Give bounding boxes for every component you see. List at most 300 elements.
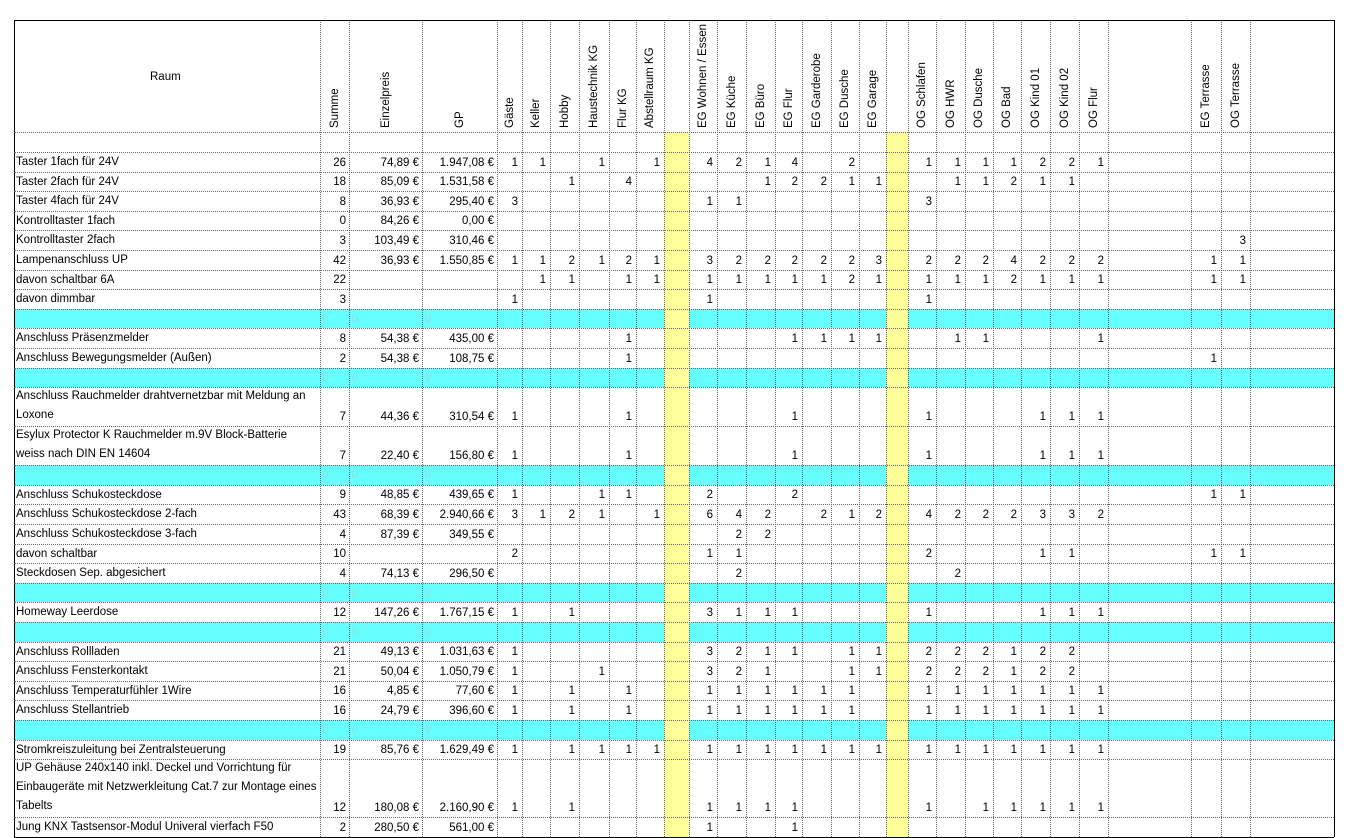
row-gp: 1.531,58 € — [439, 176, 494, 189]
row-cell-eg-büro: 1 — [764, 685, 771, 698]
grid-vline — [1334, 20, 1335, 837]
row-cell-keller: 1 — [539, 156, 546, 169]
row-summe: 3 — [339, 293, 346, 306]
row-cell-og-bad: 1 — [1010, 685, 1017, 698]
row-cell-eg-garage: 1 — [875, 646, 882, 659]
row-label: davon dimmbar — [16, 293, 96, 306]
row-cell-og-schlafen: 2 — [925, 646, 932, 659]
row-gp: 156,80 € — [449, 450, 494, 463]
row-ep: 103,49 € — [374, 235, 419, 247]
row-label: Kontrolltaster 2fach — [16, 234, 116, 247]
row-cell-eg-dusche: 1 — [848, 176, 855, 189]
row-cell-og-kind-02: 2 — [1068, 254, 1075, 267]
row-cell-og-bad: 1 — [1010, 802, 1017, 815]
row-cell-gäste: 1 — [511, 293, 518, 306]
row-cell-eg-büro: 1 — [764, 176, 771, 189]
row-cell-eg-garderobe: 2 — [820, 176, 827, 189]
row-cell-eg-küche: 1 — [735, 685, 742, 698]
grid-hline-top — [14, 20, 1334, 21]
row-ep: 74,13 € — [380, 567, 419, 580]
row-cell-og-hwr: 1 — [954, 744, 961, 757]
row-cell-og-dusche: 1 — [982, 333, 989, 345]
row-cell-og-kind-02: 1 — [1068, 607, 1075, 619]
row-cell-og-hwr: 2 — [954, 567, 961, 580]
separator-zero: 0 — [425, 586, 432, 599]
row-cell-eg-büro: 1 — [764, 744, 771, 757]
row-cell-og-dusche: 2 — [982, 254, 989, 267]
row-ep: 36,93 € — [380, 195, 419, 208]
row-label: Anschluss Bewegungsmelder (Außen) — [16, 352, 212, 364]
row-label: Anschluss Temperaturfühler 1Wire — [16, 684, 192, 697]
row-label: Anschluss Schukosteckdose — [16, 488, 162, 501]
row-cell-keller: 1 — [539, 274, 546, 287]
row-cell-eg-küche: 4 — [735, 509, 742, 521]
row-cell-keller: 1 — [539, 509, 546, 521]
row-cell-eg-flur: 1 — [791, 333, 798, 345]
row-cell-eg-büro: 2 — [764, 509, 771, 521]
row-summe: 7 — [339, 450, 346, 463]
row-cell-eg-flur: 1 — [791, 802, 798, 815]
row-cell-eg-garderobe: 2 — [820, 509, 827, 521]
row-cell-og-kind-02: 2 — [1068, 665, 1075, 678]
row-cell-gäste: 3 — [511, 195, 518, 208]
row-cell-og-bad: 1 — [1010, 665, 1017, 678]
separator-zero: 0 — [425, 626, 432, 638]
row-cell-og-kind-01: 1 — [1039, 411, 1046, 424]
separator-row — [689, 465, 886, 485]
row-cell-og-kind-01: 1 — [1039, 685, 1046, 698]
row-cell-og-kind-01: 3 — [1039, 509, 1046, 521]
row-cell-og-kind-01: 2 — [1039, 646, 1046, 659]
row-summe: 42 — [333, 254, 346, 267]
grid-vline — [664, 20, 665, 837]
header-col-eg-flur: EG Flur — [782, 88, 795, 128]
row-cell-eg-wohnen-essen: 1 — [706, 821, 713, 834]
row-cell-hobby: 2 — [568, 254, 575, 267]
row-cell-haustechnik-kg: 1 — [598, 509, 605, 521]
row-cell-eg-garage: 1 — [875, 274, 882, 287]
row-summe: 2 — [339, 352, 346, 365]
row-cell-og-flur: 1 — [1097, 607, 1104, 619]
row-cell-og-kind-02: 1 — [1068, 685, 1075, 698]
row-cell-eg-büro: 1 — [764, 705, 771, 717]
row-cell-og-schlafen: 1 — [925, 705, 932, 717]
row-cell-gäste: 1 — [511, 685, 518, 698]
separator-row — [908, 583, 1334, 603]
row-cell-og-flur: 1 — [1097, 802, 1104, 815]
row-gp: 561,00 € — [449, 821, 494, 834]
separator-row — [908, 368, 1334, 388]
row-cell-haustechnik-kg: 1 — [598, 744, 605, 757]
header-col-og-bad: OG Bad — [1001, 86, 1013, 128]
row-cell-eg-dusche: 1 — [848, 509, 855, 521]
row-summe: 7 — [339, 411, 346, 424]
row-cell-gäste: 1 — [511, 607, 518, 619]
header-col-gäste: Gäste — [503, 97, 516, 128]
row-cell-eg-dusche: 1 — [848, 705, 855, 717]
row-cell-eg-garderobe: 1 — [820, 685, 827, 698]
row-summe: 21 — [333, 646, 346, 659]
row-cell-eg-dusche: 1 — [848, 685, 855, 698]
row-label: davon schaltbar — [16, 547, 98, 560]
row-cell-abstellraum-kg: 1 — [653, 254, 660, 267]
row-summe: 12 — [333, 607, 346, 619]
row-summe: 18 — [333, 176, 346, 189]
row-cell-eg-wohnen-essen: 3 — [706, 665, 713, 678]
separator-row — [14, 583, 664, 603]
row-cell-eg-büro: 1 — [764, 607, 771, 619]
row-cell-og-dusche: 2 — [982, 646, 989, 659]
separator-zero: 0 — [322, 724, 329, 736]
row-cell-eg-flur: 2 — [791, 176, 798, 189]
header-col-summe: Summe — [328, 88, 341, 128]
row-cell-og-hwr: 2 — [954, 509, 961, 521]
row-cell-eg-küche: 1 — [735, 802, 742, 815]
row-cell-eg-wohnen-essen: 4 — [706, 156, 713, 169]
header-col-haustechnik-kg: Haustechnik KG — [588, 44, 600, 128]
row-cell-og-kind-01: 2 — [1039, 254, 1046, 267]
header-col-og-terrasse: OG Terrasse — [1229, 63, 1242, 128]
row-cell-eg-garderobe: 2 — [820, 254, 827, 267]
row-cell-eg-garage: 3 — [875, 254, 882, 267]
row-cell-eg-küche: 2 — [735, 156, 742, 169]
row-label: Anschluss Fensterkontakt — [16, 665, 148, 678]
separator-row — [908, 309, 1334, 329]
row-summe: 12 — [333, 802, 346, 815]
row-cell-gäste: 1 — [511, 411, 518, 424]
row-cell-eg-büro: 1 — [764, 646, 771, 659]
row-cell-eg-terrasse: 1 — [1210, 548, 1217, 561]
separator-zero: 0 — [425, 469, 432, 482]
row-cell-og-kind-02: 1 — [1068, 450, 1075, 463]
row-cell-eg-wohnen-essen: 2 — [706, 489, 713, 502]
row-cell-eg-garage: 2 — [875, 509, 882, 521]
row-cell-eg-flur: 1 — [791, 274, 798, 287]
row-cell-eg-garage: 1 — [875, 176, 882, 189]
separator-row — [14, 720, 664, 740]
row-ep: 44,36 € — [380, 411, 419, 424]
row-cell-og-schlafen: 1 — [925, 293, 932, 306]
row-label: Anschluss Rollladen — [16, 645, 120, 658]
row-cell-flur-kg: 1 — [625, 685, 632, 698]
row-cell-og-terrasse: 3 — [1239, 235, 1246, 247]
row-cell-og-schlafen: 1 — [925, 411, 932, 424]
row-ep: 48,85 € — [380, 489, 419, 502]
row-cell-eg-küche: 1 — [735, 195, 742, 208]
row-summe: 43 — [333, 509, 346, 521]
row-ep: 280,50 € — [374, 821, 419, 834]
row-cell-haustechnik-kg: 1 — [598, 665, 605, 678]
grid-vline — [1250, 20, 1251, 837]
row-summe: 19 — [333, 744, 346, 757]
separator-zero: 0 — [352, 312, 359, 325]
row-gp: 439,65 € — [449, 489, 494, 502]
row-cell-og-hwr: 1 — [954, 705, 961, 717]
row-cell-hobby: 1 — [568, 176, 575, 189]
row-summe: 9 — [339, 489, 346, 502]
grid-hline — [14, 465, 1334, 466]
row-cell-og-kind-01: 1 — [1039, 744, 1046, 757]
row-cell-hobby: 1 — [568, 744, 575, 757]
row-label: Jung KNX Tastsensor-Modul Univeral vierfach F50 — [16, 821, 274, 834]
row-cell-gäste: 1 — [511, 646, 518, 659]
grid-vline — [1191, 20, 1192, 837]
grid-vline — [579, 20, 580, 837]
header-raum: Raum — [150, 71, 181, 83]
row-cell-og-hwr: 2 — [954, 646, 961, 659]
row-cell-abstellraum-kg: 1 — [653, 744, 660, 757]
row-cell-eg-dusche: 2 — [848, 274, 855, 287]
row-cell-og-kind-02: 1 — [1068, 274, 1075, 287]
header-col-og-hwr: OG HWR — [944, 79, 957, 128]
row-cell-og-kind-02: 1 — [1068, 744, 1075, 757]
row-summe: 2 — [339, 821, 346, 834]
row-cell-gäste: 1 — [511, 254, 518, 267]
separator-row — [908, 720, 1334, 740]
grid-vline — [859, 20, 860, 837]
row-cell-eg-garage: 1 — [875, 744, 882, 757]
row-label: Taster 2fach für 24V — [16, 175, 119, 188]
row-ep: 85,76 € — [380, 744, 419, 757]
row-cell-og-kind-02: 1 — [1068, 802, 1075, 815]
row-cell-eg-garderobe: 1 — [820, 744, 827, 757]
row-cell-og-hwr: 1 — [954, 176, 961, 189]
row-cell-abstellraum-kg: 1 — [653, 274, 660, 287]
row-summe: 4 — [339, 528, 346, 541]
row-cell-og-dusche: 1 — [982, 156, 989, 169]
row-cell-hobby: 1 — [568, 274, 575, 287]
row-cell-haustechnik-kg: 1 — [598, 254, 605, 267]
row-cell-eg-wohnen-essen: 1 — [706, 293, 713, 306]
row-cell-og-dusche: 2 — [982, 509, 989, 521]
header-col-eg-garage: EG Garage — [866, 69, 879, 128]
row-label: Anschluss Stellantrieb — [16, 704, 130, 717]
row-cell-eg-garderobe: 1 — [820, 705, 827, 717]
row-ep: 54,38 € — [380, 352, 419, 365]
row-cell-flur-kg: 1 — [625, 489, 632, 502]
row-cell-og-bad: 1 — [1010, 705, 1017, 717]
row-cell-eg-garage: 1 — [875, 333, 882, 345]
row-cell-eg-terrasse: 1 — [1210, 274, 1217, 287]
row-cell-og-kind-01: 1 — [1039, 705, 1046, 717]
header-col-hobby: Hobby — [558, 94, 571, 128]
row-cell-eg-büro: 1 — [764, 274, 771, 287]
row-summe: 8 — [339, 333, 346, 345]
row-gp: 296,50 € — [449, 567, 494, 580]
row-cell-eg-küche: 1 — [735, 744, 742, 757]
separator-row — [689, 622, 886, 642]
row-cell-og-kind-01: 1 — [1039, 607, 1046, 619]
row-cell-eg-wohnen-essen: 1 — [706, 274, 713, 287]
separator-row — [689, 583, 886, 603]
row-cell-og-schlafen: 1 — [925, 607, 932, 619]
row-cell-eg-wohnen-essen: 3 — [706, 646, 713, 659]
row-summe: 16 — [333, 705, 346, 717]
row-cell-og-flur: 1 — [1097, 156, 1104, 169]
row-label: Taster 1fach für 24V — [16, 156, 119, 168]
row-gp: 396,60 € — [449, 705, 494, 717]
row-cell-og-kind-02: 1 — [1068, 705, 1075, 717]
separator-zero: 0 — [352, 724, 359, 736]
row-label: Anschluss Schukosteckdose 3-fach — [16, 528, 197, 540]
row-cell-eg-küche: 2 — [735, 567, 742, 580]
grid-vline — [1108, 20, 1109, 837]
row-cell-og-kind-02: 1 — [1068, 176, 1075, 189]
separator-row — [14, 465, 664, 485]
row-summe: 4 — [339, 567, 346, 580]
row-cell-eg-wohnen-essen: 1 — [706, 685, 713, 698]
row-cell-hobby: 2 — [568, 509, 575, 521]
row-cell-eg-dusche: 1 — [848, 665, 855, 678]
separator-zero: 0 — [322, 586, 329, 599]
row-cell-hobby: 1 — [568, 802, 575, 815]
row-cell-og-schlafen: 1 — [925, 685, 932, 698]
row-cell-gäste: 1 — [511, 156, 518, 169]
row-summe: 3 — [339, 235, 346, 247]
row-label: Anschluss Präsenzmelder — [16, 332, 149, 345]
row-gp: 77,60 € — [455, 685, 494, 698]
row-cell-og-kind-02: 3 — [1068, 509, 1075, 521]
row-cell-eg-dusche: 2 — [848, 156, 855, 169]
row-cell-gäste: 1 — [511, 489, 518, 502]
row-gp: 1.031,63 € — [439, 646, 494, 659]
row-summe: 10 — [333, 548, 346, 561]
header-col-gp: GP — [453, 111, 466, 128]
row-cell-og-hwr: 2 — [954, 254, 961, 267]
row-ep: 68,39 € — [380, 509, 419, 521]
row-cell-hobby: 1 — [568, 705, 575, 717]
row-cell-og-hwr: 1 — [954, 333, 961, 345]
row-cell-eg-küche: 1 — [735, 274, 742, 287]
row-cell-og-terrasse: 1 — [1239, 548, 1246, 561]
row-cell-eg-flur: 2 — [791, 489, 798, 502]
row-cell-og-schlafen: 2 — [925, 254, 932, 267]
row-cell-flur-kg: 1 — [625, 411, 632, 424]
row-cell-og-schlafen: 1 — [925, 450, 932, 463]
row-gp: 1.629,49 € — [439, 744, 494, 757]
row-cell-eg-büro: 1 — [764, 665, 771, 678]
row-cell-hobby: 1 — [568, 685, 575, 698]
separator-zero: 0 — [425, 312, 432, 325]
row-ep: 22,40 € — [380, 450, 419, 463]
row-cell-flur-kg: 1 — [625, 352, 632, 365]
row-cell-og-schlafen: 2 — [925, 548, 932, 561]
row-cell-eg-wohnen-essen: 1 — [706, 744, 713, 757]
row-label: Anschluss Rauchmelder drahtvernetzbar mit Meldung an Loxone — [16, 390, 306, 422]
row-ep: 87,39 € — [380, 528, 419, 541]
row-cell-og-terrasse: 1 — [1239, 254, 1246, 267]
row-cell-eg-büro: 1 — [764, 802, 771, 815]
header-col-einzelpreis: Einzelpreis — [379, 71, 392, 128]
row-cell-eg-dusche: 1 — [848, 744, 855, 757]
row-cell-flur-kg: 1 — [625, 450, 632, 463]
separator-zero: 0 — [322, 312, 329, 325]
row-cell-eg-terrasse: 1 — [1210, 352, 1217, 365]
header-col-og-dusche: OG Dusche — [973, 67, 985, 128]
header-col-og-flur: OG Flur — [1087, 87, 1100, 128]
row-cell-og-flur: 1 — [1097, 333, 1104, 345]
row-label: Anschluss Schukosteckdose 2-fach — [16, 508, 197, 521]
row-summe: 26 — [333, 156, 346, 169]
row-cell-og-dusche: 1 — [982, 685, 989, 698]
row-cell-og-schlafen: 1 — [925, 156, 932, 169]
separator-row — [908, 465, 1334, 485]
header-col-eg-küche: EG Küche — [725, 75, 738, 128]
header-col-flur-kg: Flur KG — [616, 88, 629, 128]
row-cell-og-bad: 4 — [1010, 254, 1017, 267]
row-gp: 349,55 € — [449, 528, 494, 541]
row-cell-eg-garage: 1 — [875, 665, 882, 678]
row-cell-eg-flur: 1 — [791, 411, 798, 424]
row-cell-og-dusche: 1 — [982, 274, 989, 287]
row-gp: 310,54 € — [449, 411, 494, 424]
row-gp: 310,46 € — [449, 235, 494, 247]
separator-row — [689, 309, 886, 329]
row-summe: 0 — [339, 215, 346, 228]
row-cell-og-kind-01: 1 — [1039, 450, 1046, 463]
row-cell-flur-kg: 1 — [625, 274, 632, 287]
row-gp: 1.050,79 € — [439, 665, 494, 678]
row-summe: 8 — [339, 195, 346, 208]
row-cell-eg-küche: 2 — [735, 646, 742, 659]
row-ep: 49,13 € — [380, 646, 419, 659]
row-cell-og-kind-02: 2 — [1068, 646, 1075, 659]
row-summe: 21 — [333, 665, 346, 678]
header-col-og-kind-02: OG Kind 02 — [1058, 67, 1071, 128]
row-cell-eg-flur: 2 — [791, 254, 798, 267]
separator-zero: 0 — [352, 469, 359, 482]
row-cell-eg-dusche: 1 — [848, 646, 855, 659]
row-cell-eg-wohnen-essen: 1 — [706, 548, 713, 561]
separator-row — [14, 368, 664, 388]
row-cell-og-flur: 1 — [1097, 744, 1104, 757]
grid-vline — [522, 20, 523, 837]
row-cell-og-bad: 2 — [1010, 176, 1017, 189]
row-cell-eg-flur: 1 — [791, 685, 798, 698]
row-cell-eg-terrasse: 1 — [1210, 254, 1217, 267]
row-cell-flur-kg: 1 — [625, 333, 632, 345]
row-cell-gäste: 3 — [511, 509, 518, 521]
row-cell-og-schlafen: 3 — [925, 195, 932, 208]
row-cell-flur-kg: 4 — [625, 176, 632, 189]
row-cell-keller: 1 — [539, 254, 546, 267]
separator-zero: 0 — [352, 586, 359, 599]
row-label: UP Gehäuse 240x140 inkl. Deckel und Vorrichtung für Einbaugeräte mit Netzwerkleitung Cat.7 zur Montage eines Tabelts — [16, 762, 317, 813]
row-cell-og-kind-02: 1 — [1068, 548, 1075, 561]
row-cell-og-dusche: 1 — [982, 802, 989, 815]
header-col-eg-büro: EG Büro — [754, 83, 767, 128]
row-ep: 74,89 € — [380, 156, 419, 169]
separator-zero: 0 — [425, 371, 432, 384]
row-cell-eg-flur: 1 — [791, 821, 798, 834]
row-cell-flur-kg: 1 — [625, 744, 632, 757]
row-ep: 180,08 € — [374, 802, 419, 815]
row-cell-og-bad: 1 — [1010, 156, 1017, 169]
row-ep: 85,09 € — [380, 176, 419, 189]
separator-row — [689, 720, 886, 740]
row-cell-eg-wohnen-essen: 6 — [706, 509, 713, 521]
row-gp: 1.947,08 € — [439, 156, 494, 169]
header-col-eg-terrasse: EG Terrasse — [1200, 64, 1212, 128]
row-cell-og-kind-02: 2 — [1068, 156, 1075, 169]
grid-vline — [14, 20, 15, 837]
row-cell-og-dusche: 2 — [982, 665, 989, 678]
header-col-eg-wohnen-essen: EG Wohnen / Essen — [697, 24, 709, 128]
row-cell-og-hwr: 2 — [954, 665, 961, 678]
row-ep: 84,26 € — [380, 215, 419, 228]
row-cell-eg-wohnen-essen: 3 — [706, 254, 713, 267]
row-gp: 2.160,90 € — [439, 802, 494, 815]
